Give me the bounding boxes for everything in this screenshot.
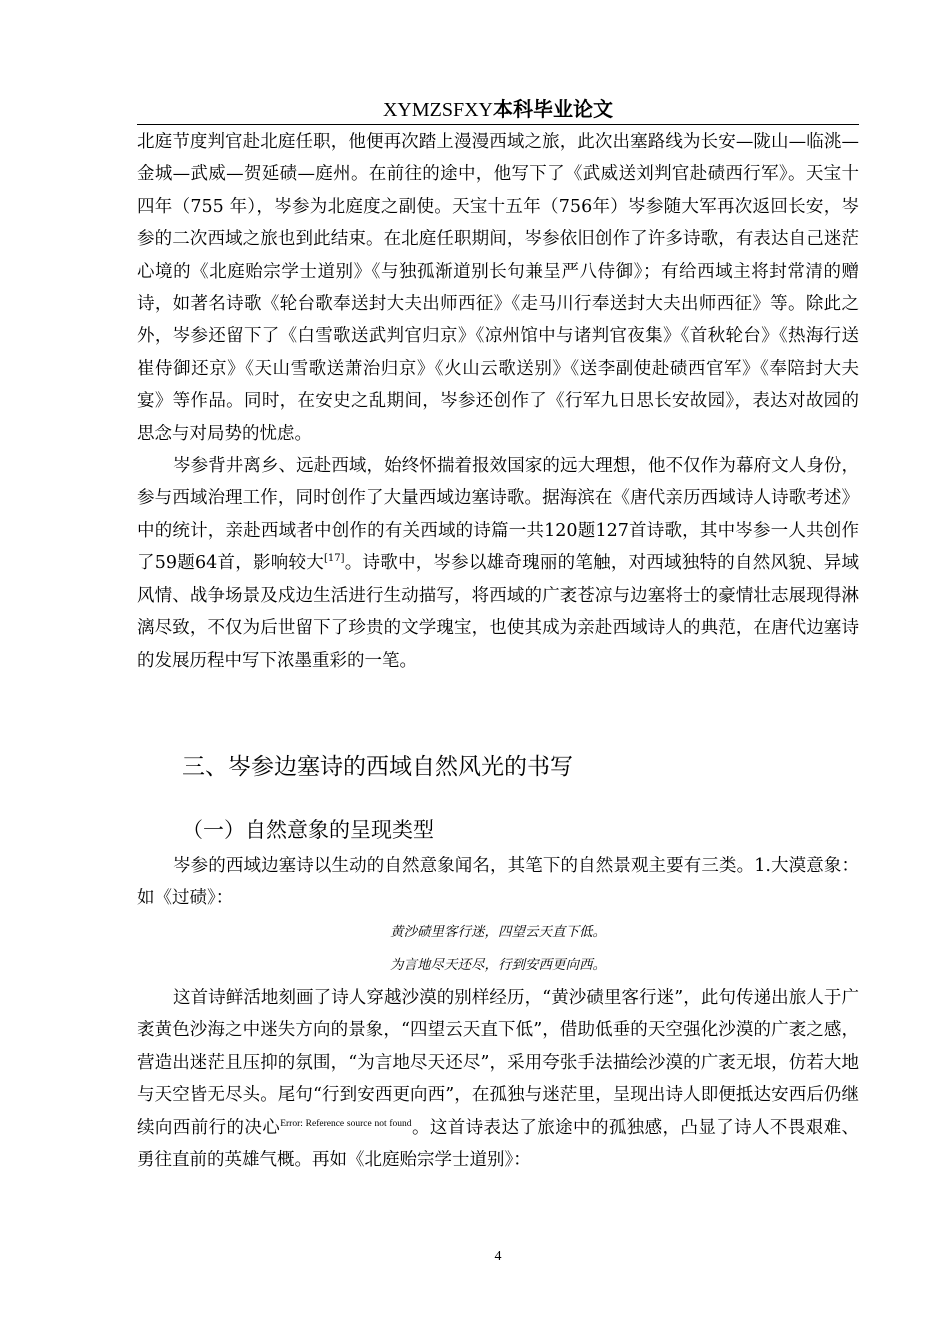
paragraph-continuation: 北庭节度判官赴北庭任职，他便再次踏上漫漫西域之旅，此次出塞路线为长安—陇山—临洮—金城—武威—贺延碛—庭州。在前往的途中，他写下了《武威送刘判官赴碛西行军》。天宝十四年（755 年），岑参为北庭度之副使。天宝十五年（756年）岑参随大军再次返回长安，岑参的二次西域之旅也到此结束。在北庭任职期间，岑参依旧创作了许多诗歌，有表达自己迷茫心境的《北庭贻宗学士道别》《与独孤渐道别长句兼呈严八侍御》；有给西域主将封常清的赠诗，如著名诗歌《轮台歌奉送封大夫出师西征》《走马川行奉送封大夫出师西征》等。除此之外，岑参还留下了《白雪歌送武判官归京》《凉州馆中与诸判官夜集》《首秋轮台》《热海行送崔侍御还京》《天山雪歌送萧治归京》《火山云歌送别》《送李副使赴碛西官军》《奉陪封大夫宴》等作品。同时，在安史之乱期间，岑参还创作了《行军九日思长安故园》，表达对故园的思念与对局势的忧虑。 bbox=[137, 132, 859, 444]
header-title-cjk: 本科毕业论文 bbox=[493, 97, 614, 121]
running-header bbox=[137, 94, 859, 124]
header-title-latin: XYMZSFXY bbox=[382, 99, 494, 121]
reference-error-note: Error: Reference source not found bbox=[280, 1118, 412, 1129]
page-number: 4 bbox=[494, 1249, 502, 1264]
paragraph-text: 这首诗鲜活地刻画了诗人穿越沙漠的别样经历，“黄沙碛里客行迷”，此句传递出旅人于广袤黄色沙海之中迷失方向的景象，“四望云天直下低”，借助低垂的天空强化沙漠的广袤之感，营造出迷茫且压抑的氛围，“为言地尽天还尽”，采用夸张手法描绘沙漠的广袤无垠，仿若大地与天空皆无尽头。尾句“行到安西更向西”，在孤独与迷茫里，呈现出诗人即便抵达安西后仍继续向西前行的决心 bbox=[137, 988, 859, 1138]
poem-line-2: 为言地尽天还尽，行到安西更向西。 bbox=[390, 957, 606, 973]
paragraph-poem-analysis bbox=[137, 982, 859, 1176]
section-heading: 三、岑参边塞诗的西域自然风光的书写 bbox=[182, 754, 573, 780]
body-block-top bbox=[137, 126, 859, 677]
poem-line-1: 黄沙碛里客行迷，四望云天直下低。 bbox=[390, 924, 606, 940]
subsection-heading: （一）自然意象的呈现类型 bbox=[182, 818, 434, 842]
header-rule bbox=[137, 124, 859, 125]
paragraph-text-tail: 。这首诗表达了旅途中的孤独感，凸显了诗人不畏艰难、勇往直前的英雄气概。再如《北庭贻宗学士道别》： bbox=[137, 1117, 860, 1171]
body-block-intro bbox=[137, 850, 859, 915]
body-block-analysis bbox=[137, 982, 859, 1176]
paragraph-imagery-intro: 岑参的西域边塞诗以生动的自然意象闻名，其笔下的自然景观主要有三类。1.大漠意象：如《过碛》： bbox=[137, 856, 859, 909]
paragraph-text: 岑参背井离乡、远赴西域，始终怀揣着报效国家的远大理想，他不仅作为幕府文人身份，参与西域治理工作，同时创作了大量西域边塞诗歌。据海滨在《唐代亲历西域诗人诗歌考述》中的统计，亲赴西域者中创作的有关西域的诗篇一共120题127首诗歌，其中岑参一人共创作了59题64首，影响较大 bbox=[137, 456, 859, 574]
citation-reference: [17] bbox=[323, 553, 345, 565]
paragraph-cen-shen-overview bbox=[137, 450, 859, 677]
paragraph-text-tail: 。诗歌中，岑参以雄奇瑰丽的笔触，对西域独特的自然风貌、异域风情、战争场景及戍边生活进行生动描写，将西域的广袤苍凉与边塞将士的豪情壮志展现得淋漓尽致，不仅为后世留下了珍贵的文学瑰宝，也使其成为亲赴西域诗人的典范，在唐代边塞诗的发展历程中写下浓墨重彩的一笔。 bbox=[137, 553, 859, 671]
